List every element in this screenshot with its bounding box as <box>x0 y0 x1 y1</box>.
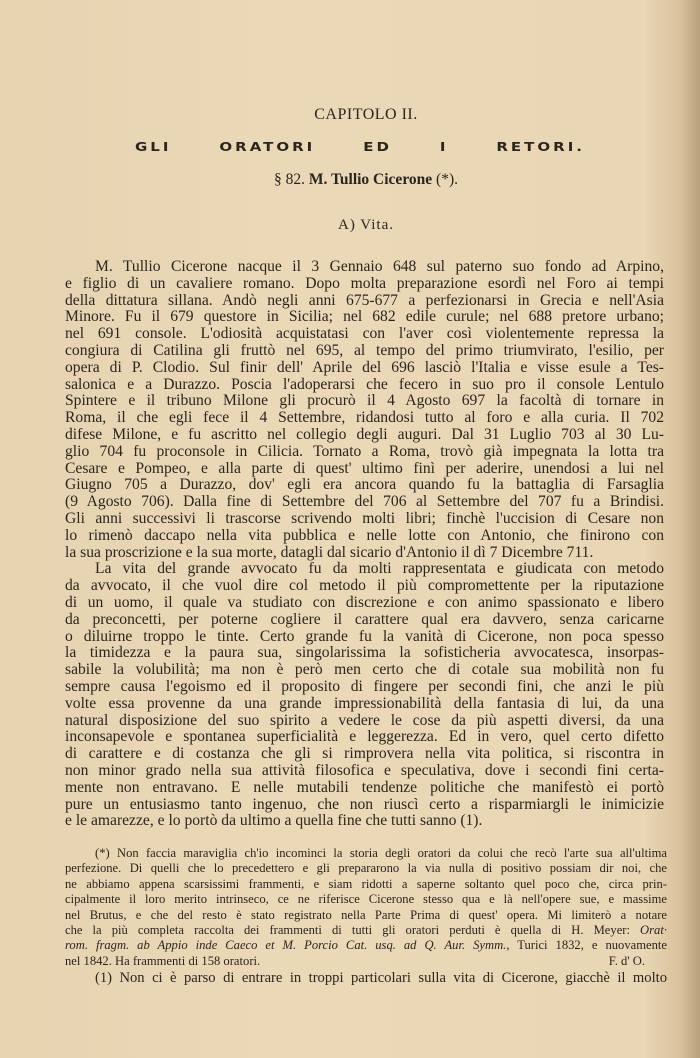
body-line: nel 691 console. L'odiosità acquistatasi con l'aver così violentemente repressa la <box>65 325 664 343</box>
body-line: opera di P. Clodio. Sul finir dell' Aprile del 696 lasciò l'Italia e visse esule a Tes- <box>65 358 664 376</box>
body-line: glio 704 fu proconsole in Cilicia. Tornato a Roma, trovò già impegnata la lotta tra <box>65 442 664 460</box>
footnote-line <box>65 892 667 907</box>
body-line: sabile la volubilità; ma non è però men certo che di cotale sua mobilità non fu <box>65 661 664 679</box>
footnote-text: Turici 1832, e nuovamente <box>509 938 667 953</box>
chapter-heading: CAPITOLO II. <box>314 106 418 123</box>
body-line: da preconcetti, per poterne cogliere il carattere qual era davvero, senza caricarne <box>65 610 664 628</box>
body-line: non minor grado nella sua attività filosofica e speculativa, dove i secondi fini certa- <box>65 762 664 779</box>
section-number: § 82. <box>274 171 305 188</box>
body-line: Cesare e Pompeo, e alla parte di quest' ultimo finì per aderire, unendosi a lui nel <box>65 459 664 477</box>
body-line: la timidezza e la paura sua, singolarissima la sofisticheria avvocatesca, insorpas- <box>65 644 664 662</box>
footnote-text: perfezione. Di quelli che lo precedettero e gli prepararono la via nulla di positivo possiam dir noi, che <box>65 861 667 876</box>
footnote-line <box>65 938 667 953</box>
body-line: e le amarezze, e lo portò da ultimo a quella fine che tutti sanno (1). <box>65 812 483 830</box>
footnote-line <box>65 954 667 969</box>
body-line: pure un entusiasmo tanto ingenuo, che non riuscì certo a risparmiargli le inimicizie <box>65 795 664 813</box>
footnote-reference: (*). <box>436 171 458 188</box>
body-line: lo rimenò daccapo nella vita pubblica e nelle lotte con Antonio, che finirono con <box>65 526 664 544</box>
body-line: di un uomo, il quale va studiato con discrezione e con animo spassionato e libero <box>65 594 664 611</box>
footnote-line <box>65 861 667 876</box>
body-line: La vita del grande avvocato fu da molti rappresentata e giudicata con metodo <box>95 560 664 578</box>
body-line: sempre causa l'egoismo ed il proposito di fingere per secondi fini, che anzi le più <box>65 678 664 695</box>
body-line: (9 Agosto 706). Dalla fine di Settembre del 706 al Settembre del 707 fu a Brindisi. <box>65 493 664 511</box>
footnote-text: nel Brutus, e che del resto è stato registrato nella Parte Prima di quest' opera. Mi limiterò a notare <box>65 907 667 922</box>
footnote-text: (*) Non faccia maraviglia ch'io incominci la storia degli oratori da colui che recò l'arte sua all'ultima <box>95 846 667 860</box>
body-line: salonica e a Durazzo. Poscia l'adoperarsi che fecero in suo pro il console Lentulo <box>65 375 664 393</box>
chapter-title: GLI ORATORI ED I RETORI. <box>135 139 585 155</box>
footnote-text: ne abbiamo appena scarsissimi frammenti, e siam ridotti a saperne soltanto quel poco che, circa prin- <box>65 876 667 891</box>
body-line: della dittatura sillana. Andò negli anni 675-677 a perfezionarsi in Grecia e nell'Asia <box>65 291 664 309</box>
footnote-line <box>65 923 667 938</box>
body-line: difese Milone, e fu ascritto nel collegio degli auguri. Dal 31 Luglio 703 al 30 Lu- <box>65 426 664 443</box>
body-line: M. Tullio Cicerone nacque il 3 Gennaio 648 sul paterno suo fondo ad Arpino, <box>95 258 664 275</box>
body-line: natural disposizione del suo spirito a vedere le cose da più aspetti diversi, da una <box>65 711 664 729</box>
footnote-one: (1) Non ci è parso di entrare in troppi particolari sulla vita di Cicerone, giacchè il molto <box>95 970 667 987</box>
body-line: mente non entravano. E nelle mutabili tendenze politiche che manifestò ei portò <box>65 778 664 796</box>
body-line: volte essa provenne da una grande impressionabilità della fantasia di lui, da una <box>65 694 664 712</box>
footnote-signature: F. d' O. <box>608 953 645 968</box>
body-line: Spintere e il tribuno Milone gli procurò il 4 Agosto 697 la facoltà di tornare in <box>65 392 664 410</box>
body-line: Giugno 705 a Durazzo, dov' egli era ancora quando fu la battaglia di Farsaglia <box>65 476 664 494</box>
section-title: M. Tullio Cicerone <box>308 171 433 188</box>
body-line: congiura di Catilina gli fruttò nel 695, al tempo del primo triumvirato, l'esilio, per <box>65 342 664 359</box>
body-line: la sua proscrizione e la sua morte, datagli dal sicario d'Antonio il dì 7 Dicembre 711. <box>65 543 594 561</box>
footnote-line <box>95 846 667 861</box>
footnote-line <box>65 908 667 923</box>
footnote-text: cipalmente il loro merito intrinseco, ce ne riferisce Cicerone stesso qua e là nell'opere sue, e massime <box>65 892 667 907</box>
body-line: o diluirne troppo le tinte. Certo grande fu la vanità di Cicerone, non poca spesso <box>65 627 664 645</box>
body-line: di carattere e di costanza che gli si rimprovera nella vita politica, si riscontra in <box>65 745 664 763</box>
body-line: Minore. Fu il 679 questore in Sicilia; nel 682 edile curule; nel 688 pretore urbano; <box>65 308 664 326</box>
footnote-line <box>65 877 667 892</box>
footnote-text: che la più completa raccolta dei frammenti di tutti gli oratori perduti è quella di H. Meyer: <box>65 923 641 937</box>
footnote-text: nel 1842. Ha frammenti di 158 oratori. <box>65 953 261 968</box>
body-line: Roma, il che egli fece il 4 Settembre, ridandosi tutto al foro e alla curia. Il 702 <box>65 409 664 427</box>
body-line: inconsapevole e spontanea superficialità e leggerezza. Ed in vero, quel certo difetto <box>65 728 664 746</box>
body-line: Gli anni successivi li trascorse scrivendo molti libri; finchè l'uccision di Cesare non <box>65 510 664 527</box>
section-heading <box>0 171 700 189</box>
citation-italic: Orat· <box>640 923 667 937</box>
citation-italic: rom. fragm. ab Appio inde Caeco et M. Porcio Cat. usq. ad Q. Aur. Symm., <box>65 938 510 953</box>
subsection-heading: A) Vita. <box>338 217 394 233</box>
body-line: e figlio di un cavaliere romano. Dopo molta preparazione esordì nel Foro ai tempi <box>65 274 664 292</box>
body-line: da avvocato, il che vuol dire col metodo il più compromettente per la riputazione <box>65 577 664 595</box>
